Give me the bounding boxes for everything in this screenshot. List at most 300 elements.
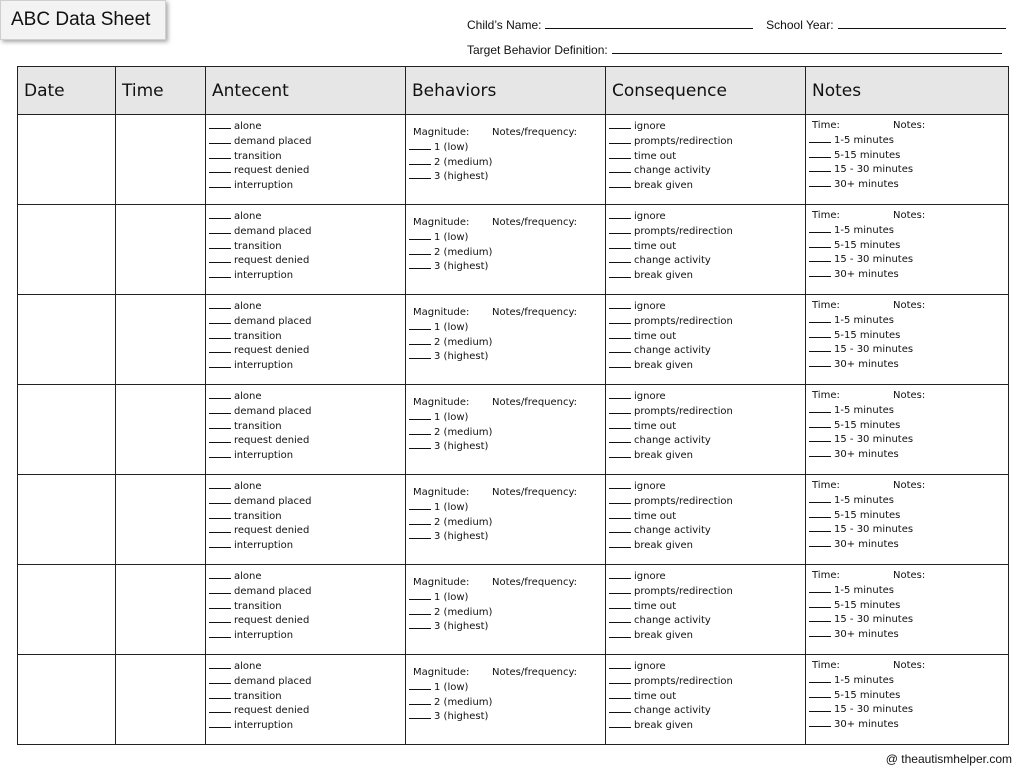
time-cell[interactable] (116, 565, 206, 655)
duration-option[interactable]: 5-15 minutes (809, 148, 1008, 163)
behaviors-cell (406, 115, 606, 205)
consequence-option[interactable]: change activity (609, 433, 805, 448)
page-title: ABC Data Sheet (0, 0, 166, 40)
check-blank[interactable] (409, 590, 431, 600)
consequence-option[interactable]: break given (609, 358, 805, 373)
consequence-option[interactable]: prompts/redirection (609, 314, 805, 329)
consequence-option[interactable]: ignore (609, 659, 805, 674)
check-blank[interactable] (609, 689, 631, 699)
antecedent-option[interactable]: demand placed (209, 314, 405, 329)
behaviors-cell (406, 475, 606, 565)
check-blank[interactable] (609, 628, 631, 638)
antecedent-option[interactable]: demand placed (209, 674, 405, 689)
target-behavior-blank[interactable] (612, 42, 1002, 54)
consequence-cell (606, 205, 806, 295)
antecedent-cell (206, 205, 406, 295)
duration-option[interactable]: 15 - 30 minutes (809, 522, 1008, 537)
check-blank[interactable] (409, 500, 431, 510)
date-cell[interactable] (18, 385, 116, 475)
magnitude-option[interactable]: 2 (medium) (409, 335, 605, 350)
check-blank[interactable] (609, 163, 631, 173)
frequency-notes-label: Notes/frequency: (492, 217, 578, 228)
check-blank[interactable] (609, 253, 631, 263)
duration-option[interactable]: 30+ minutes (809, 267, 1008, 282)
check-blank[interactable] (209, 674, 231, 684)
duration-option[interactable]: 30+ minutes (809, 537, 1008, 552)
check-blank[interactable] (609, 149, 631, 159)
check-blank[interactable] (809, 267, 831, 277)
check-blank[interactable] (209, 569, 231, 579)
antecedent-option[interactable]: interruption (209, 358, 405, 373)
consequence-cell (606, 565, 806, 655)
check-blank[interactable] (409, 695, 431, 705)
check-blank[interactable] (809, 673, 831, 683)
check-blank[interactable] (609, 509, 631, 519)
antecedent-option[interactable]: alone (209, 659, 405, 674)
check-blank[interactable] (409, 230, 431, 240)
duration-option[interactable]: 1-5 minutes (809, 133, 1008, 148)
duration-option[interactable]: 30+ minutes (809, 627, 1008, 642)
check-blank[interactable] (409, 259, 431, 269)
consequence-option[interactable]: time out (609, 599, 805, 614)
antecedent-option[interactable]: request denied (209, 523, 405, 538)
check-blank[interactable] (209, 268, 231, 278)
time-cell[interactable] (116, 385, 206, 475)
antecedent-option[interactable]: interruption (209, 178, 405, 193)
magnitude-option[interactable]: 2 (medium) (409, 245, 605, 260)
target-behavior-label: Target Behavior Definition: (467, 43, 608, 57)
consequence-option[interactable]: prompts/redirection (609, 494, 805, 509)
check-blank[interactable] (409, 140, 431, 150)
check-blank[interactable] (209, 239, 231, 249)
consequence-option[interactable]: prompts/redirection (609, 584, 805, 599)
check-blank[interactable] (609, 599, 631, 609)
check-blank[interactable] (209, 134, 231, 144)
date-cell[interactable] (18, 115, 116, 205)
magnitude-label: Magnitude: (413, 667, 470, 678)
antecedent-option[interactable]: alone (209, 389, 405, 404)
antecedent-option[interactable]: interruption (209, 538, 405, 553)
check-blank[interactable] (409, 155, 431, 165)
consequence-option[interactable]: prompts/redirection (609, 404, 805, 419)
antecedent-option[interactable]: alone (209, 299, 405, 314)
check-blank[interactable] (609, 314, 631, 324)
magnitude-option[interactable]: 1 (low) (409, 320, 605, 335)
antecedent-option[interactable]: interruption (209, 268, 405, 283)
check-blank[interactable] (609, 404, 631, 414)
duration-option[interactable]: 1-5 minutes (809, 493, 1008, 508)
magnitude-option[interactable]: 3 (highest) (409, 619, 605, 634)
check-blank[interactable] (409, 335, 431, 345)
consequence-option[interactable]: break given (609, 538, 805, 553)
antecedent-cell (206, 565, 406, 655)
check-blank[interactable] (809, 508, 831, 518)
check-blank[interactable] (209, 419, 231, 429)
consequence-option[interactable]: change activity (609, 163, 805, 178)
check-blank[interactable] (209, 299, 231, 309)
consequence-cell (606, 385, 806, 475)
check-blank[interactable] (209, 509, 231, 519)
magnitude-option[interactable]: 3 (highest) (409, 439, 605, 454)
check-blank[interactable] (809, 133, 831, 143)
frequency-notes-label: Notes/frequency: (492, 307, 578, 318)
duration-option[interactable]: 30+ minutes (809, 357, 1008, 372)
check-blank[interactable] (409, 349, 431, 359)
check-blank[interactable] (209, 689, 231, 699)
check-blank[interactable] (809, 598, 831, 608)
magnitude-option[interactable]: 3 (highest) (409, 169, 605, 184)
time-cell[interactable] (116, 475, 206, 565)
duration-option[interactable]: 15 - 30 minutes (809, 702, 1008, 717)
check-blank[interactable] (209, 599, 231, 609)
check-blank[interactable] (809, 702, 831, 712)
duration-option[interactable]: 15 - 30 minutes (809, 162, 1008, 177)
school-year-blank[interactable] (838, 17, 1006, 29)
check-blank[interactable] (609, 299, 631, 309)
antecedent-option[interactable]: demand placed (209, 404, 405, 419)
magnitude-option[interactable]: 3 (highest) (409, 529, 605, 544)
table-row (18, 475, 1009, 565)
date-cell[interactable] (18, 295, 116, 385)
target-behavior-field (467, 42, 1002, 57)
check-blank[interactable] (609, 268, 631, 278)
magnitude-label: Magnitude: (413, 487, 470, 498)
check-blank[interactable] (809, 627, 831, 637)
check-blank[interactable] (609, 239, 631, 249)
notes-label: Notes: (893, 210, 926, 221)
check-blank[interactable] (809, 162, 831, 172)
antecedent-option[interactable]: transition (209, 329, 405, 344)
column-header-date: Date (18, 67, 116, 115)
antecedent-option[interactable]: transition (209, 599, 405, 614)
duration-option[interactable]: 15 - 30 minutes (809, 252, 1008, 267)
date-cell[interactable] (18, 565, 116, 655)
duration-option[interactable]: 5-15 minutes (809, 688, 1008, 703)
column-header-antecedent: Antecent (206, 67, 406, 115)
antecedent-option[interactable]: alone (209, 479, 405, 494)
check-blank[interactable] (409, 425, 431, 435)
magnitude-label: Magnitude: (413, 577, 470, 588)
abc-data-table (17, 66, 1009, 745)
check-blank[interactable] (209, 209, 231, 219)
antecedent-option[interactable]: request denied (209, 253, 405, 268)
check-blank[interactable] (809, 313, 831, 323)
school-year-label: School Year: (766, 18, 834, 32)
consequence-option[interactable]: time out (609, 509, 805, 524)
check-blank[interactable] (609, 494, 631, 504)
time-label: Time: (812, 120, 840, 131)
check-blank[interactable] (209, 163, 231, 173)
check-blank[interactable] (209, 448, 231, 458)
consequence-option[interactable]: ignore (609, 209, 805, 224)
consequence-option[interactable]: prompts/redirection (609, 134, 805, 149)
date-cell[interactable] (18, 475, 116, 565)
check-blank[interactable] (809, 328, 831, 338)
antecedent-option[interactable]: alone (209, 209, 405, 224)
date-cell[interactable] (18, 205, 116, 295)
frequency-notes-label: Notes/frequency: (492, 577, 578, 588)
duration-option[interactable]: 5-15 minutes (809, 238, 1008, 253)
antecedent-option[interactable]: demand placed (209, 134, 405, 149)
check-blank[interactable] (809, 688, 831, 698)
check-blank[interactable] (209, 389, 231, 399)
check-blank[interactable] (409, 245, 431, 255)
magnitude-option[interactable]: 2 (medium) (409, 425, 605, 440)
consequence-option[interactable]: ignore (609, 569, 805, 584)
duration-option[interactable]: 15 - 30 minutes (809, 342, 1008, 357)
magnitude-option[interactable]: 1 (low) (409, 680, 605, 695)
check-blank[interactable] (609, 538, 631, 548)
check-blank[interactable] (609, 389, 631, 399)
check-blank[interactable] (609, 584, 631, 594)
duration-option[interactable]: 1-5 minutes (809, 673, 1008, 688)
check-blank[interactable] (209, 253, 231, 263)
check-blank[interactable] (409, 515, 431, 525)
consequence-option[interactable]: time out (609, 329, 805, 344)
magnitude-option[interactable]: 1 (low) (409, 410, 605, 425)
antecedent-option[interactable]: interruption (209, 718, 405, 733)
check-blank[interactable] (609, 569, 631, 579)
check-blank[interactable] (409, 439, 431, 449)
check-blank[interactable] (609, 674, 631, 684)
magnitude-option[interactable]: 2 (medium) (409, 695, 605, 710)
childs-name-blank[interactable] (545, 17, 753, 29)
time-cell[interactable] (116, 205, 206, 295)
check-blank[interactable] (809, 357, 831, 367)
check-blank[interactable] (609, 343, 631, 353)
check-blank[interactable] (409, 709, 431, 719)
consequence-option[interactable]: ignore (609, 299, 805, 314)
time-cell[interactable] (116, 295, 206, 385)
duration-option[interactable]: 1-5 minutes (809, 313, 1008, 328)
check-blank[interactable] (609, 703, 631, 713)
consequence-option[interactable]: time out (609, 689, 805, 704)
magnitude-option[interactable]: 2 (medium) (409, 155, 605, 170)
check-blank[interactable] (609, 134, 631, 144)
antecedent-option[interactable]: request denied (209, 703, 405, 718)
time-cell[interactable] (116, 115, 206, 205)
magnitude-option[interactable]: 2 (medium) (409, 605, 605, 620)
check-blank[interactable] (409, 410, 431, 420)
antecedent-option[interactable]: transition (209, 239, 405, 254)
consequence-option[interactable]: change activity (609, 253, 805, 268)
check-blank[interactable] (209, 538, 231, 548)
consequence-option[interactable]: prompts/redirection (609, 224, 805, 239)
consequence-option[interactable]: break given (609, 268, 805, 283)
consequence-option[interactable]: change activity (609, 343, 805, 358)
check-blank[interactable] (809, 418, 831, 428)
check-blank[interactable] (609, 718, 631, 728)
consequence-option[interactable]: time out (609, 239, 805, 254)
check-blank[interactable] (209, 494, 231, 504)
check-blank[interactable] (809, 252, 831, 262)
consequence-option[interactable]: ignore (609, 389, 805, 404)
frequency-notes-label: Notes/frequency: (492, 397, 578, 408)
consequence-option[interactable]: time out (609, 149, 805, 164)
antecedent-cell (206, 115, 406, 205)
behaviors-cell (406, 385, 606, 475)
antecedent-option[interactable]: request denied (209, 343, 405, 358)
check-blank[interactable] (809, 612, 831, 622)
table-row (18, 295, 1009, 385)
magnitude-option[interactable]: 2 (medium) (409, 515, 605, 530)
notes-label: Notes: (893, 660, 926, 671)
check-blank[interactable] (809, 238, 831, 248)
antecedent-cell (206, 655, 406, 745)
duration-option[interactable]: 5-15 minutes (809, 598, 1008, 613)
column-header-behaviors: Behaviors (406, 67, 606, 115)
consequence-option[interactable]: prompts/redirection (609, 674, 805, 689)
date-cell[interactable] (18, 655, 116, 745)
duration-option[interactable]: 5-15 minutes (809, 418, 1008, 433)
table-row (18, 655, 1009, 745)
consequence-option[interactable]: time out (609, 419, 805, 434)
check-blank[interactable] (409, 619, 431, 629)
consequence-option[interactable]: break given (609, 448, 805, 463)
magnitude-option[interactable]: 3 (highest) (409, 349, 605, 364)
check-blank[interactable] (609, 523, 631, 533)
consequence-option[interactable]: change activity (609, 703, 805, 718)
column-header-time: Time (116, 67, 206, 115)
magnitude-option[interactable]: 1 (low) (409, 500, 605, 515)
check-blank[interactable] (209, 329, 231, 339)
check-blank[interactable] (209, 613, 231, 623)
check-blank[interactable] (609, 479, 631, 489)
notes-cell (806, 205, 1009, 295)
magnitude-option[interactable]: 3 (highest) (409, 709, 605, 724)
antecedent-option[interactable]: interruption (209, 448, 405, 463)
antecedent-option[interactable]: interruption (209, 628, 405, 643)
check-blank[interactable] (809, 447, 831, 457)
consequence-option[interactable]: break given (609, 178, 805, 193)
antecedent-option[interactable]: transition (209, 419, 405, 434)
antecedent-option[interactable]: demand placed (209, 224, 405, 239)
magnitude-label: Magnitude: (413, 307, 470, 318)
check-blank[interactable] (609, 119, 631, 129)
check-blank[interactable] (209, 479, 231, 489)
check-blank[interactable] (809, 223, 831, 233)
frequency-notes-label: Notes/frequency: (492, 667, 578, 678)
duration-option[interactable]: 15 - 30 minutes (809, 432, 1008, 447)
check-blank[interactable] (209, 584, 231, 594)
antecedent-option[interactable]: alone (209, 119, 405, 134)
check-blank[interactable] (609, 329, 631, 339)
check-blank[interactable] (609, 448, 631, 458)
childs-name-label: Child’s Name: (467, 18, 542, 32)
check-blank[interactable] (809, 717, 831, 727)
consequence-cell (606, 295, 806, 385)
antecedent-option[interactable]: demand placed (209, 584, 405, 599)
notes-cell (806, 115, 1009, 205)
time-label: Time: (812, 210, 840, 221)
consequence-option[interactable]: break given (609, 628, 805, 643)
duration-option[interactable]: 1-5 minutes (809, 223, 1008, 238)
magnitude-option[interactable]: 1 (low) (409, 230, 605, 245)
check-blank[interactable] (209, 358, 231, 368)
check-blank[interactable] (209, 628, 231, 638)
magnitude-label: Magnitude: (413, 127, 470, 138)
check-blank[interactable] (409, 680, 431, 690)
duration-option[interactable]: 15 - 30 minutes (809, 612, 1008, 627)
consequence-cell (606, 115, 806, 205)
duration-option[interactable]: 1-5 minutes (809, 583, 1008, 598)
antecedent-option[interactable]: transition (209, 689, 405, 704)
consequence-option[interactable]: ignore (609, 119, 805, 134)
magnitude-option[interactable]: 3 (highest) (409, 259, 605, 274)
antecedent-option[interactable]: demand placed (209, 494, 405, 509)
antecedent-option[interactable]: transition (209, 149, 405, 164)
notes-cell (806, 565, 1009, 655)
check-blank[interactable] (809, 493, 831, 503)
consequence-option[interactable]: change activity (609, 613, 805, 628)
time-cell[interactable] (116, 655, 206, 745)
duration-option[interactable]: 5-15 minutes (809, 508, 1008, 523)
duration-option[interactable]: 5-15 minutes (809, 328, 1008, 343)
check-blank[interactable] (609, 178, 631, 188)
check-blank[interactable] (809, 148, 831, 158)
duration-option[interactable]: 30+ minutes (809, 447, 1008, 462)
check-blank[interactable] (609, 659, 631, 669)
check-blank[interactable] (609, 433, 631, 443)
check-blank[interactable] (209, 659, 231, 669)
check-blank[interactable] (609, 224, 631, 234)
check-blank[interactable] (209, 178, 231, 188)
antecedent-option[interactable]: request denied (209, 163, 405, 178)
consequence-option[interactable]: change activity (609, 523, 805, 538)
magnitude-option[interactable]: 1 (low) (409, 140, 605, 155)
check-blank[interactable] (809, 583, 831, 593)
duration-option[interactable]: 1-5 minutes (809, 403, 1008, 418)
check-blank[interactable] (409, 605, 431, 615)
antecedent-option[interactable]: request denied (209, 433, 405, 448)
time-label: Time: (812, 390, 840, 401)
duration-option[interactable]: 30+ minutes (809, 177, 1008, 192)
check-blank[interactable] (609, 419, 631, 429)
check-blank[interactable] (609, 209, 631, 219)
antecedent-option[interactable]: transition (209, 509, 405, 524)
check-blank[interactable] (809, 432, 831, 442)
check-blank[interactable] (209, 224, 231, 234)
check-blank[interactable] (409, 529, 431, 539)
check-blank[interactable] (809, 537, 831, 547)
notes-cell (806, 295, 1009, 385)
check-blank[interactable] (209, 433, 231, 443)
magnitude-option[interactable]: 1 (low) (409, 590, 605, 605)
check-blank[interactable] (209, 703, 231, 713)
check-blank[interactable] (809, 177, 831, 187)
check-blank[interactable] (209, 404, 231, 414)
duration-option[interactable]: 30+ minutes (809, 717, 1008, 732)
antecedent-option[interactable]: alone (209, 569, 405, 584)
check-blank[interactable] (209, 314, 231, 324)
check-blank[interactable] (209, 119, 231, 129)
check-blank[interactable] (209, 718, 231, 728)
check-blank[interactable] (609, 358, 631, 368)
check-blank[interactable] (809, 342, 831, 352)
time-label: Time: (812, 660, 840, 671)
antecedent-option[interactable]: request denied (209, 613, 405, 628)
check-blank[interactable] (409, 169, 431, 179)
check-blank[interactable] (809, 403, 831, 413)
check-blank[interactable] (209, 149, 231, 159)
check-blank[interactable] (609, 613, 631, 623)
check-blank[interactable] (809, 522, 831, 532)
check-blank[interactable] (209, 523, 231, 533)
check-blank[interactable] (409, 320, 431, 330)
check-blank[interactable] (209, 343, 231, 353)
consequence-option[interactable]: ignore (609, 479, 805, 494)
consequence-option[interactable]: break given (609, 718, 805, 733)
